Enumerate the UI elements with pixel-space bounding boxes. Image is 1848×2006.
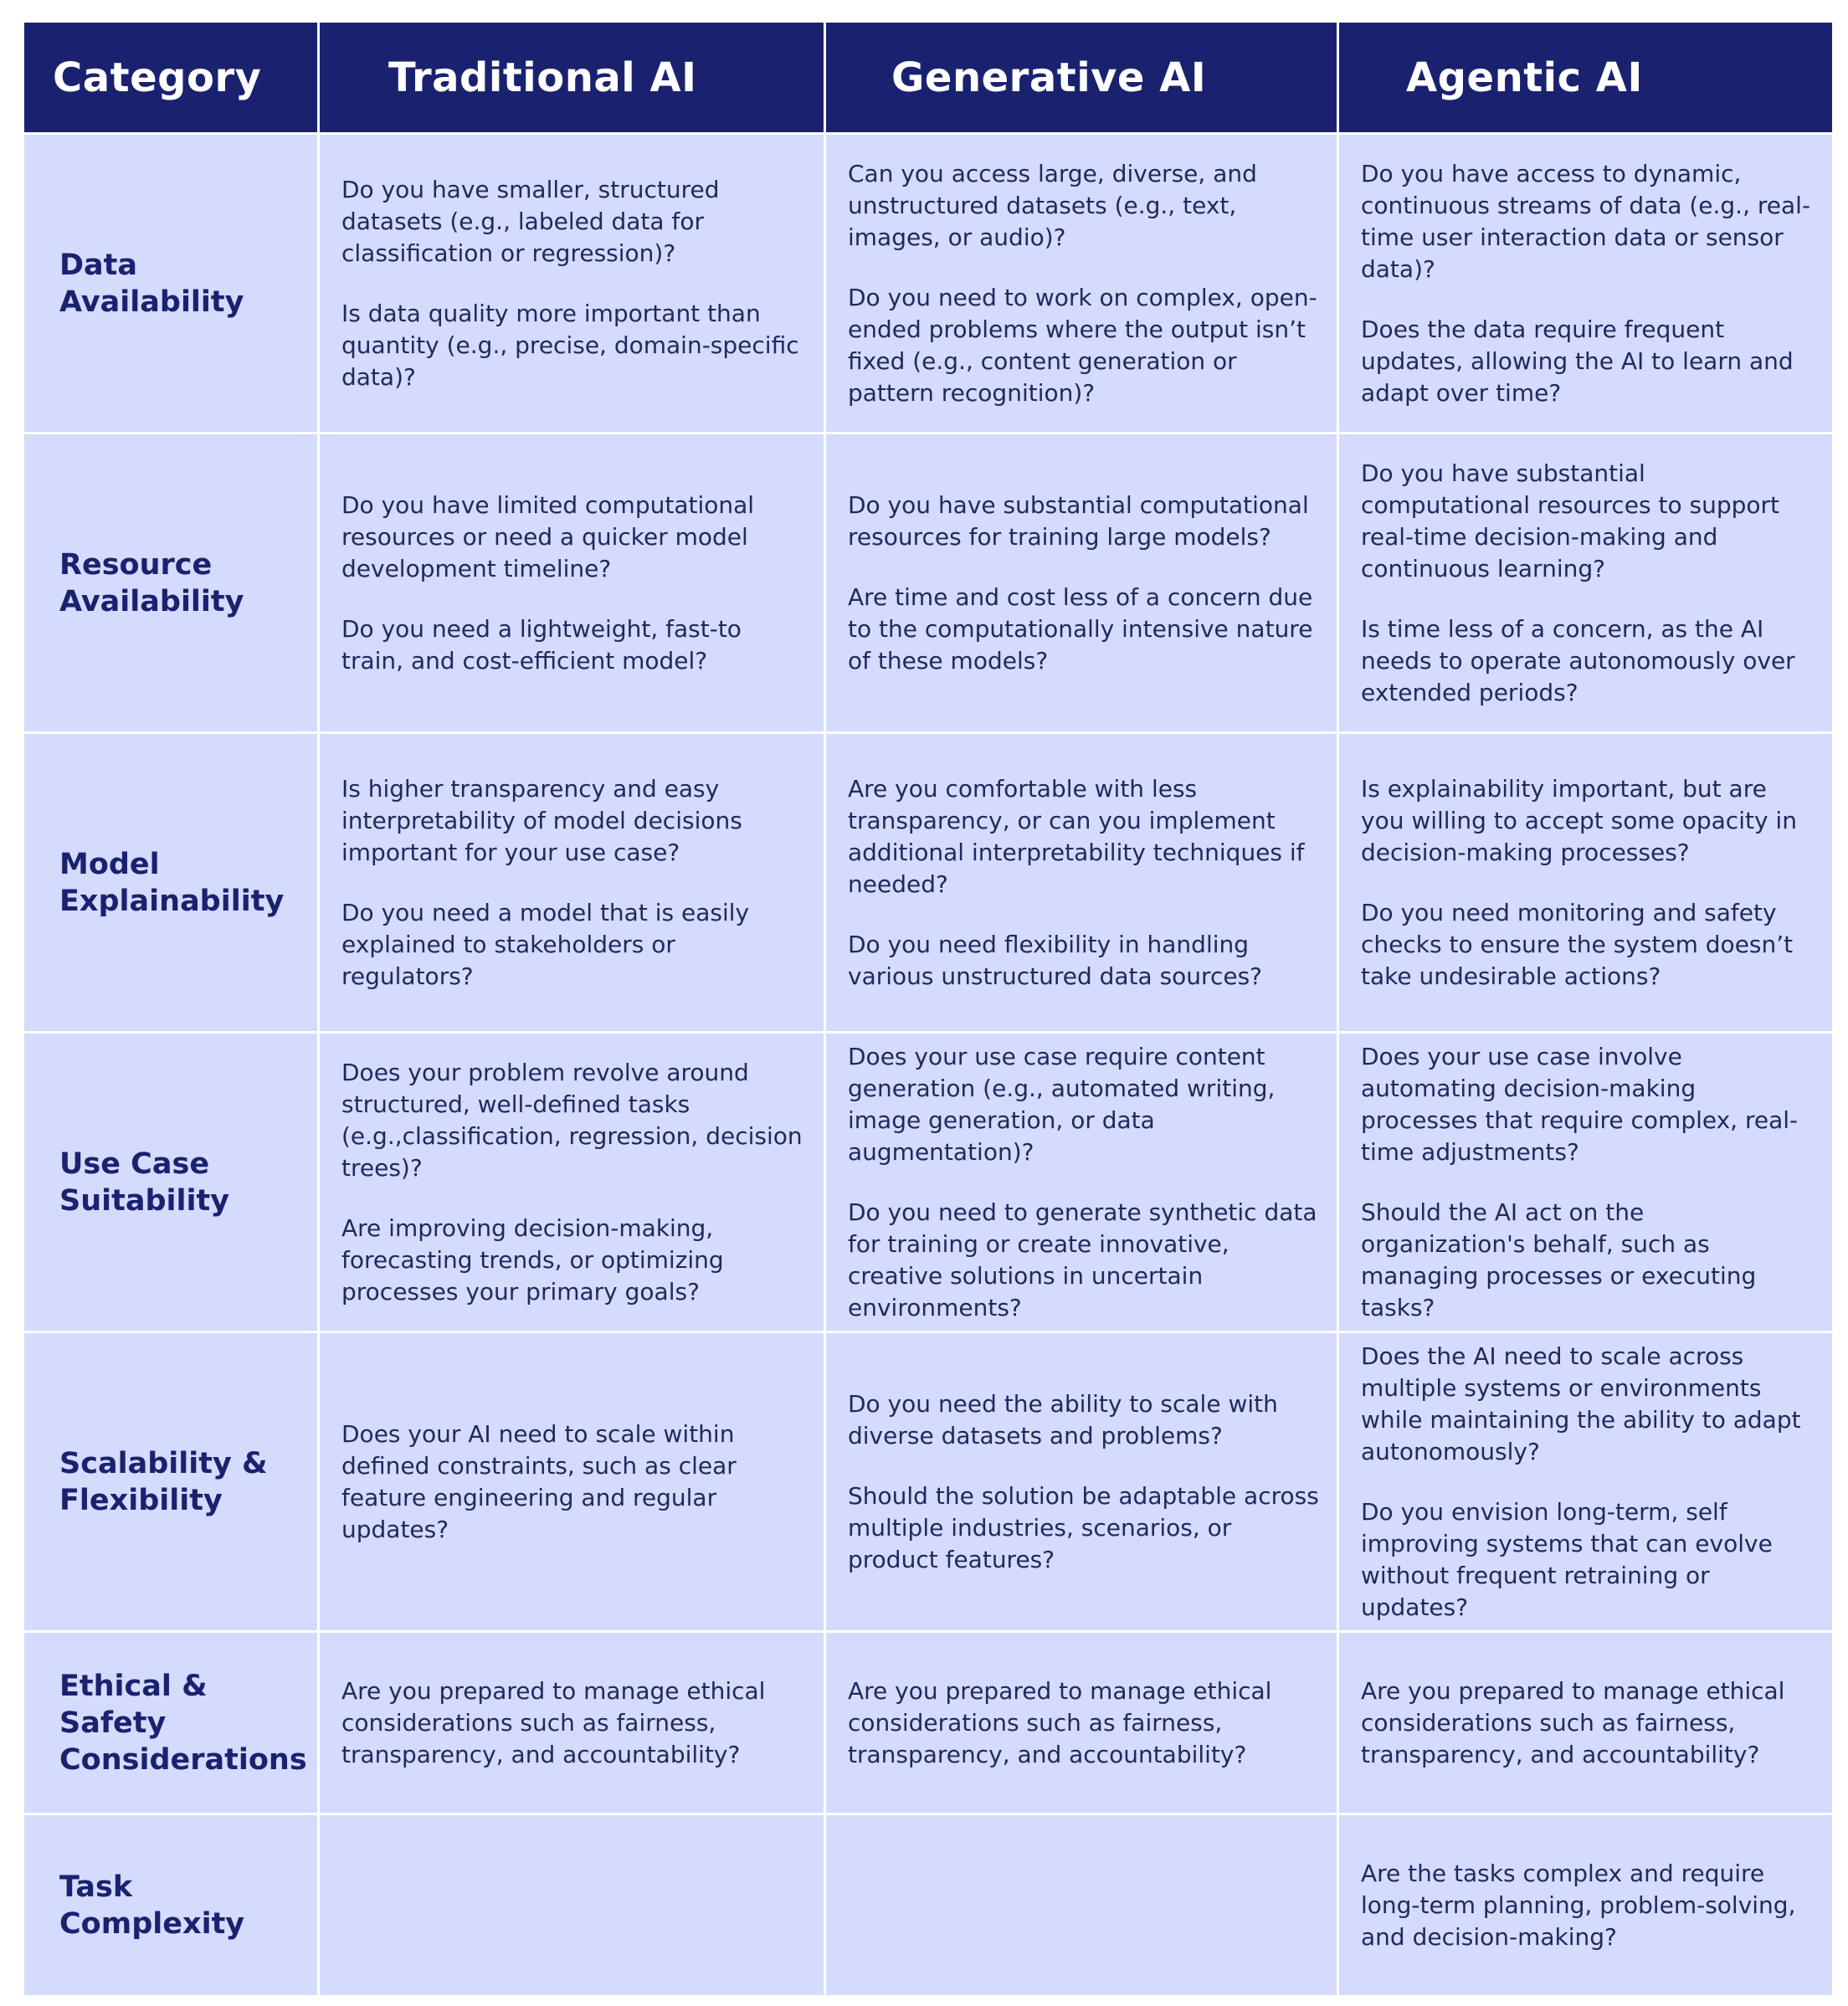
question-text: Do you envision long-term, self improving systems that can evolve without frequent retraining or updates? bbox=[1361, 1497, 1773, 1621]
question-text: Does your AI need to scale within defined constraints, such as clear feature engineering and regular updates? bbox=[341, 1419, 737, 1543]
category-cell bbox=[24, 434, 317, 731]
traditional-ai-cell bbox=[320, 1633, 824, 1813]
question-text: Are improving decision-making, forecasting trends, or optimizing processes your primary goals? bbox=[341, 1213, 724, 1306]
category-label: Scalability & Flexibility bbox=[59, 1446, 268, 1517]
question-text: Do you need monitoring and safety checks to ensure the system doesn’t take undesirable actions? bbox=[1361, 898, 1794, 990]
question-text: Can you access large, diverse, and unstructured datasets (e.g., text, images, or audio)? bbox=[848, 159, 1257, 251]
question-text: Do you need a model that is easily explained to stakeholders or regulators? bbox=[341, 898, 750, 990]
category-label: Use Case Suitability bbox=[59, 1147, 230, 1218]
question-text: Should the solution be adaptable across multiple industries, scenarios, or product features? bbox=[848, 1481, 1319, 1573]
question-text: Do you need the ability to scale with diverse datasets and problems? bbox=[848, 1389, 1278, 1449]
question-text: Do you have substantial computational resources for training large models? bbox=[848, 490, 1309, 551]
question-text: Does your problem revolve around structured, well-defined tasks (e.g.,classification, regression, decision trees)? bbox=[341, 1058, 803, 1182]
question-text: Is time less of a concern, as the AI needs to operate autonomously over extended periods? bbox=[1361, 614, 1795, 706]
header-generative-ai: Generative AI bbox=[826, 23, 1337, 132]
category-label: Ethical & Safety Considerations bbox=[59, 1669, 307, 1777]
agentic-ai-cell bbox=[1339, 734, 1832, 1031]
question-text: Do you have access to dynamic, continuous streams of data (e.g., real-time user interaction data or sensor data)? bbox=[1361, 159, 1811, 283]
header-agentic-ai: Agentic AI bbox=[1339, 23, 1832, 132]
category-cell bbox=[24, 1633, 317, 1813]
question-text: Do you need to work on complex, open-ended problems where the output isn’t fixed (e.g., content generation or pattern recognition)? bbox=[848, 283, 1317, 407]
question-text: Does your use case involve automating decision-making processes that require complex, real-time adjustments? bbox=[1361, 1042, 1799, 1166]
header-traditional-ai: Traditional AI bbox=[320, 23, 824, 132]
category-cell bbox=[24, 135, 317, 432]
category-label: Data Availability bbox=[59, 248, 244, 319]
traditional-ai-cell bbox=[320, 734, 824, 1031]
question-text: Do you have smaller, structured datasets (e.g., labeled data for classification or regression)? bbox=[341, 175, 720, 267]
generative-ai-cell bbox=[826, 1333, 1337, 1630]
traditional-ai-cell bbox=[320, 1815, 824, 1995]
question-text: Are you prepared to manage ethical considerations such as fairness, transparency, and accountability? bbox=[848, 1676, 1272, 1768]
agentic-ai-cell bbox=[1339, 1815, 1832, 1995]
question-text: Does the AI need to scale across multiple systems or environments while maintaining the ability to adapt autonomously? bbox=[1361, 1342, 1801, 1465]
question-text: Do you need to generate synthetic data for training or create innovative, creative solutions in uncertain environments? bbox=[848, 1198, 1317, 1321]
category-label: Model Explainability bbox=[59, 847, 285, 918]
agentic-ai-cell bbox=[1339, 1034, 1832, 1331]
generative-ai-cell bbox=[826, 1034, 1337, 1331]
header-category: Category bbox=[24, 23, 317, 132]
question-text: Are time and cost less of a concern due to the computationally intensive nature of these models? bbox=[848, 582, 1313, 675]
traditional-ai-cell bbox=[320, 135, 824, 432]
question-text: Are you prepared to manage ethical considerations such as fairness, transparency, and accountability? bbox=[1361, 1676, 1785, 1768]
category-cell bbox=[24, 734, 317, 1031]
traditional-ai-cell bbox=[320, 1034, 824, 1331]
category-cell bbox=[24, 1333, 317, 1630]
question-text: Is explainability important, but are you willing to accept some opacity in decision-making processes? bbox=[1361, 774, 1797, 866]
question-text: Does the data require frequent updates, allowing the AI to learn and adapt over time? bbox=[1361, 315, 1794, 407]
question-text: Are the tasks complex and require long-term planning, problem-solving, and decision-making? bbox=[1361, 1859, 1796, 1951]
agentic-ai-cell bbox=[1339, 135, 1832, 432]
question-text: Are you comfortable with less transparency, or can you implement additional interpretability techniques if needed? bbox=[848, 774, 1305, 898]
traditional-ai-cell bbox=[320, 434, 824, 731]
question-text: Are you prepared to manage ethical considerations such as fairness, transparency, and accountability? bbox=[341, 1676, 766, 1768]
question-text: Do you need flexibility in handling various unstructured data sources? bbox=[848, 930, 1263, 990]
question-text: Should the AI act on the organization's behalf, such as managing processes or executing tasks? bbox=[1361, 1198, 1757, 1321]
category-cell bbox=[24, 1815, 317, 1995]
category-label: Task Complexity bbox=[59, 1870, 245, 1941]
ai-comparison-table bbox=[24, 23, 1832, 1983]
generative-ai-cell bbox=[826, 434, 1337, 731]
agentic-ai-cell bbox=[1339, 1333, 1832, 1630]
agentic-ai-cell bbox=[1339, 1633, 1832, 1813]
generative-ai-cell bbox=[826, 734, 1337, 1031]
generative-ai-cell bbox=[826, 1815, 1337, 1995]
question-text: Is data quality more important than quantity (e.g., precise, domain-specific data)? bbox=[341, 299, 799, 391]
generative-ai-cell bbox=[826, 1633, 1337, 1813]
generative-ai-cell bbox=[826, 135, 1337, 432]
category-cell bbox=[24, 1034, 317, 1331]
agentic-ai-cell bbox=[1339, 434, 1832, 731]
question-text: Does your use case require content generation (e.g., automated writing, image generation, or data augmentation)? bbox=[848, 1042, 1276, 1166]
question-text: Do you have limited computational resources or need a quicker model development timeline? bbox=[341, 490, 755, 582]
traditional-ai-cell bbox=[320, 1333, 824, 1630]
question-text: Do you need a lightweight, fast-to train, and cost-efficient model? bbox=[341, 614, 742, 675]
category-label: Resource Availability bbox=[59, 547, 244, 618]
question-text: Do you have substantial computational resources to support real-time decision-making and continuous learning? bbox=[1361, 459, 1780, 582]
question-text: Is higher transparency and easy interpretability of model decisions important for your use case? bbox=[341, 774, 742, 866]
